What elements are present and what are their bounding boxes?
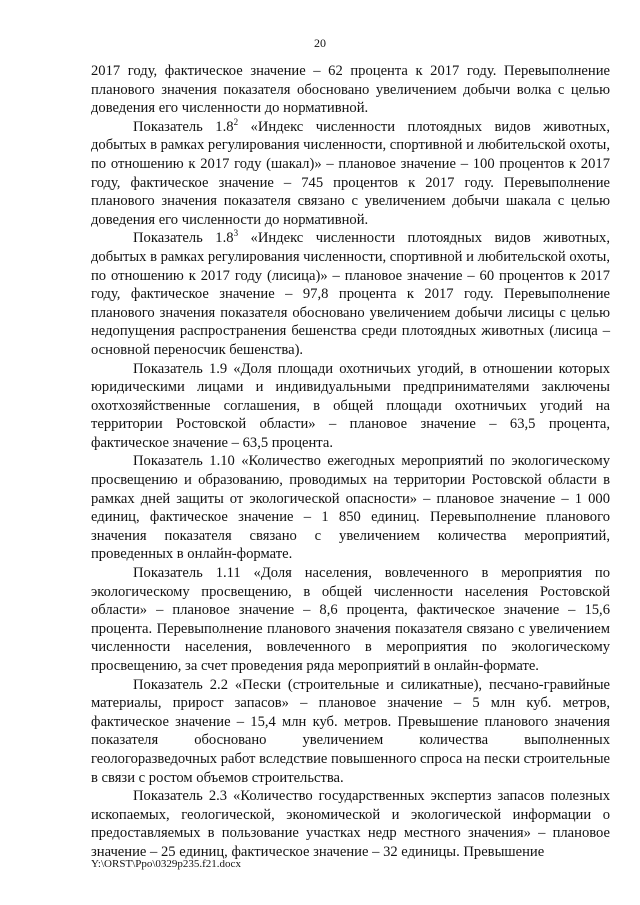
paragraph-text: Показатель 1.11 «Доля населения, вовлеченного в мероприятия по экологическому просвещению, в общей численности населения Ростовской области» – плановое значение – 8,6 процента, фактическое значение – 15,6 процента. Перевыполнение планового значения показателя связано с увеличением численности населения, вовлеченного в мероприятия по экологическому просвещению, за счет проведения ряда мероприятий в онлайн-формате. — [91, 565, 610, 674]
superscript: 2 — [233, 116, 239, 127]
page-number: 20 — [314, 36, 326, 50]
paragraph-indicator-1-8-2 — [91, 118, 610, 230]
paragraph-text: Показатель 2.2 «Пески (строительные и силикатные), песчано-гравийные материалы, прирост запасов» – плановое значение – 5 млн куб. метров, фактическое значение – 15,4 млн куб. метров. Превышение планового значения показателя обосновано увеличением количества выполненных геологоразведочных работ вследствие повышенного спроса на пески строительные в связи с ростом объемов строительства. — [91, 676, 610, 786]
paragraph-indicator-1-8-3 — [91, 229, 610, 359]
paragraph-text: Показатель 1.9 «Доля площади охотничьих угодий, в отношении которых юридическими лицами и индивидуальными предпринимателями заключены охотхозяйственные соглашения, в общей площади охотничьих угодий на территории Ростовской области» – плановое значение – 63,5 процента, фактическое значение – 63,5 процента. — [91, 360, 610, 451]
paragraph-text: Показатель 2.3 «Количество государственных экспертиз запасов полезных ископаемых, геологической, экономической и экологической информации о предоставляемых в пользование участках недр местного значения» – плановое значение – 25 единиц, фактическое значение – 32 единицы. Превышение — [91, 788, 610, 860]
footer-file-path: Y:\ORST\Ppo\0329p235.f21.docx — [91, 858, 241, 870]
paragraph-text: 2017 году, фактическое значение – 62 процента к 2017 году. Перевыполнение планового значения показателя обосновано увеличением добычи волка с целью доведения его численности до нормативной. — [91, 63, 610, 117]
document-body — [91, 62, 610, 862]
paragraph-indicator-1-10 — [91, 452, 610, 564]
paragraph-continuation — [91, 62, 610, 118]
paragraph-text: «Индекс численности плотоядных видов животных, добытых в рамках регулирования численности, спортивной и любительской охоты, по отношению к 2017 году (шакал)» – плановое значение – 100 процентов к 2017 году, фактическое значение – 745 процентов к 2017 году. Перевыполнение планового значения показателя связано с увеличением добычи шакала с целью доведения его численности до нормативной. — [91, 118, 611, 228]
superscript: 3 — [233, 228, 239, 239]
paragraph-text: «Индекс численности плотоядных видов животных, добытых в рамках регулирования численности, спортивной и любительской охоты, по отношению к 2017 году (лисица)» – плановое значение – 60 процентов к 2017 году, фактическое значение – 97,8 процента к 2017 году. Перевыполнение планового значения показателя обосновано увеличением добычи лисицы с целью недопущения распространения бешенства среди плотоядных животных (лисица – основной переносчик бешенства). — [91, 230, 611, 358]
paragraph-indicator-2-2 — [91, 676, 610, 788]
paragraph-lead: Показатель 1.8 — [133, 230, 234, 247]
paragraph-indicator-1-9 — [91, 360, 610, 453]
paragraph-lead: Показатель 1.8 — [133, 118, 234, 135]
paragraph-text: Показатель 1.10 «Количество ежегодных мероприятий по экологическому просвещению и образованию, проводимых на территории Ростовской области в рамках дней защиты от экологической опасности» – плановое значение – 1 000 единиц, фактическое значение – 1 850 единиц. Перевыполнение планового значения показателя связано с увеличением количества мероприятий, проведенных в онлайн-формате. — [91, 453, 610, 563]
paragraph-indicator-2-3 — [91, 787, 610, 861]
paragraph-indicator-1-11 — [91, 564, 610, 676]
